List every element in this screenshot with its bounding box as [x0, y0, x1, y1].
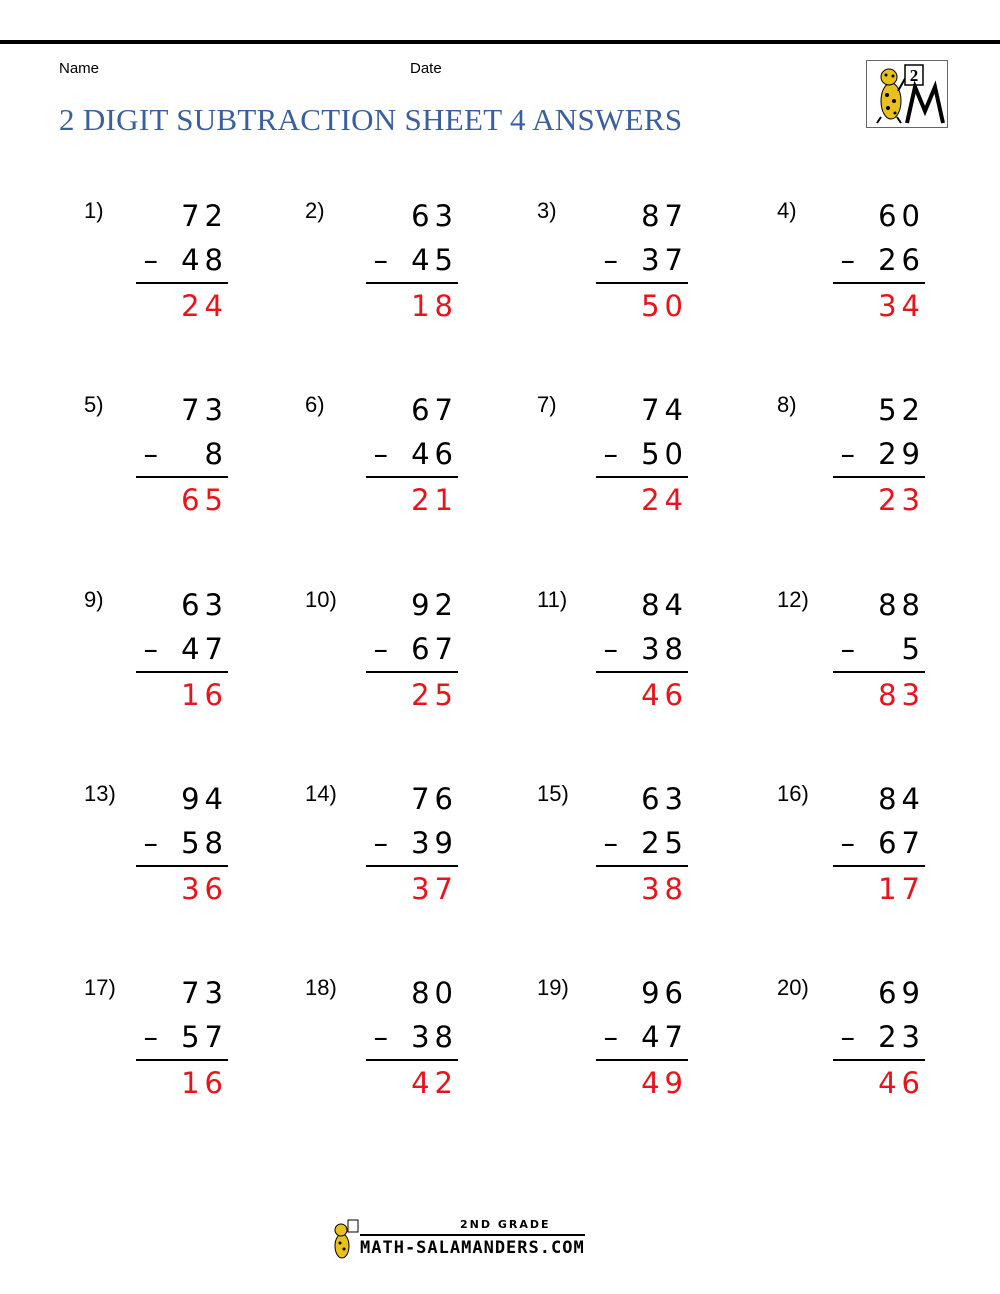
subtrahend: 50 — [641, 437, 688, 471]
minus-sign: – — [143, 1020, 158, 1054]
minuend: 94 — [181, 782, 228, 816]
subtrahend: 47 — [181, 632, 228, 666]
problem-number: 6) — [305, 392, 325, 417]
answer: 65 — [181, 483, 228, 517]
salamander-logo — [866, 60, 948, 128]
minuend: 96 — [641, 976, 688, 1010]
answer-line — [596, 865, 688, 867]
subtrahend: 26 — [878, 243, 925, 277]
minuend: 84 — [878, 782, 925, 816]
problem-number: 11) — [537, 587, 568, 612]
subtrahend: 23 — [878, 1020, 925, 1054]
subtrahend: 48 — [181, 243, 228, 277]
subtrahend: 67 — [411, 632, 458, 666]
subtraction-problem — [537, 392, 688, 542]
subtraction-problem — [84, 587, 228, 737]
subtraction-problem — [305, 975, 458, 1125]
minuend: 84 — [641, 588, 688, 622]
subtrahend: 38 — [641, 632, 688, 666]
minus-sign: – — [143, 243, 158, 277]
footer-site: MATH-SALAMANDERS.COM — [360, 1234, 585, 1258]
answer: 50 — [641, 289, 688, 323]
minus-sign: – — [143, 437, 158, 471]
top-rule — [0, 40, 1000, 44]
answer-line — [596, 476, 688, 478]
answer: 24 — [641, 483, 688, 517]
minus-sign: – — [603, 437, 618, 471]
problem-number: 1) — [84, 198, 104, 223]
problem-number: 16) — [777, 781, 809, 806]
problem-number: 17) — [84, 975, 116, 1000]
subtraction-problem — [84, 975, 228, 1125]
subtraction-problem — [305, 587, 458, 737]
answer: 16 — [181, 678, 228, 712]
answer: 36 — [181, 872, 228, 906]
answer-line — [596, 671, 688, 673]
minus-sign: – — [143, 632, 158, 666]
subtrahend: 57 — [181, 1020, 228, 1054]
minuend: 72 — [181, 199, 228, 233]
subtraction-problem — [84, 781, 228, 931]
minuend: 69 — [878, 976, 925, 1010]
answer: 24 — [181, 289, 228, 323]
minuend: 52 — [878, 393, 925, 427]
answer-line — [136, 476, 228, 478]
subtraction-problem — [537, 198, 688, 348]
subtrahend: 45 — [411, 243, 458, 277]
problem-number: 9) — [84, 587, 104, 612]
minuend: 88 — [878, 588, 925, 622]
problem-number: 3) — [537, 198, 557, 223]
subtraction-problem — [777, 198, 925, 348]
answer: 21 — [411, 483, 458, 517]
answer-line — [366, 865, 458, 867]
answer-line — [596, 1059, 688, 1061]
minus-sign: – — [143, 826, 158, 860]
salamander-icon — [330, 1218, 360, 1262]
minuend: 63 — [181, 588, 228, 622]
minuend: 63 — [411, 199, 458, 233]
minus-sign: – — [840, 243, 855, 277]
answer-line — [833, 282, 925, 284]
subtrahend: 8 — [204, 437, 228, 471]
answer: 46 — [878, 1066, 925, 1100]
minus-sign: – — [840, 826, 855, 860]
answer-line — [136, 671, 228, 673]
subtraction-problem — [305, 392, 458, 542]
answer: 25 — [411, 678, 458, 712]
minus-sign: – — [840, 1020, 855, 1054]
minus-sign: – — [373, 437, 388, 471]
minuend: 73 — [181, 393, 228, 427]
answer-line — [833, 1059, 925, 1061]
minuend: 74 — [641, 393, 688, 427]
subtraction-problem — [305, 198, 458, 348]
problem-number: 20) — [777, 975, 809, 1000]
minuend: 87 — [641, 199, 688, 233]
problem-number: 4) — [777, 198, 797, 223]
minus-sign: – — [373, 826, 388, 860]
subtraction-problem — [777, 587, 925, 737]
answer-line — [366, 671, 458, 673]
minuend: 92 — [411, 588, 458, 622]
minus-sign: – — [373, 1020, 388, 1054]
footer-grade: 2ND GRADE — [460, 1218, 551, 1231]
minus-sign: – — [373, 243, 388, 277]
answer-line — [136, 282, 228, 284]
problem-number: 14) — [305, 781, 337, 806]
answer-line — [833, 476, 925, 478]
answer-line — [366, 282, 458, 284]
minus-sign: – — [603, 1020, 618, 1054]
answer: 34 — [878, 289, 925, 323]
subtrahend: 37 — [641, 243, 688, 277]
answer: 37 — [411, 872, 458, 906]
subtraction-problem — [537, 587, 688, 737]
answer: 23 — [878, 483, 925, 517]
answer: 18 — [411, 289, 458, 323]
subtrahend: 67 — [878, 826, 925, 860]
logo-digit: 2 — [909, 66, 919, 85]
minus-sign: – — [840, 437, 855, 471]
answer: 42 — [411, 1066, 458, 1100]
name-label: Name — [59, 60, 100, 77]
answer-line — [136, 865, 228, 867]
answer: 38 — [641, 872, 688, 906]
subtrahend: 38 — [411, 1020, 458, 1054]
answer: 16 — [181, 1066, 228, 1100]
answer: 49 — [641, 1066, 688, 1100]
problem-number: 10) — [305, 587, 337, 612]
problem-number: 18) — [305, 975, 337, 1000]
minus-sign: – — [603, 632, 618, 666]
subtraction-problem — [777, 781, 925, 931]
subtrahend: 46 — [411, 437, 458, 471]
problem-number: 19) — [537, 975, 569, 1000]
subtrahend: 39 — [411, 826, 458, 860]
subtraction-problem — [537, 781, 688, 931]
subtraction-problem — [777, 392, 925, 542]
answer: 83 — [878, 678, 925, 712]
date-label: Date — [410, 60, 442, 77]
minuend: 76 — [411, 782, 458, 816]
minus-sign: – — [603, 826, 618, 860]
subtraction-problem — [305, 781, 458, 931]
minus-sign: – — [603, 243, 618, 277]
answer: 17 — [878, 872, 925, 906]
footer-logo — [330, 1218, 622, 1262]
subtraction-problem — [537, 975, 688, 1125]
subtrahend: 47 — [641, 1020, 688, 1054]
minuend: 67 — [411, 393, 458, 427]
answer-line — [366, 1059, 458, 1061]
answer-line — [596, 282, 688, 284]
answer-line — [833, 671, 925, 673]
minuend: 60 — [878, 199, 925, 233]
problem-number: 2) — [305, 198, 325, 223]
problem-number: 8) — [777, 392, 797, 417]
answer: 46 — [641, 678, 688, 712]
subtrahend: 5 — [901, 632, 925, 666]
answer-line — [366, 476, 458, 478]
subtraction-problem — [84, 198, 228, 348]
minuend: 80 — [411, 976, 458, 1010]
minus-sign: – — [373, 632, 388, 666]
problem-number: 7) — [537, 392, 557, 417]
problem-number: 5) — [84, 392, 104, 417]
minus-sign: – — [840, 632, 855, 666]
problem-number: 15) — [537, 781, 569, 806]
subtraction-problem — [777, 975, 925, 1125]
answer-line — [833, 865, 925, 867]
minuend: 73 — [181, 976, 228, 1010]
subtrahend: 58 — [181, 826, 228, 860]
page-title: 2 DIGIT SUBTRACTION SHEET 4 ANSWERS — [59, 102, 683, 137]
answer-line — [136, 1059, 228, 1061]
minuend: 63 — [641, 782, 688, 816]
subtrahend: 29 — [878, 437, 925, 471]
problem-number: 13) — [84, 781, 116, 806]
subtraction-problem — [84, 392, 228, 542]
subtrahend: 25 — [641, 826, 688, 860]
problem-number: 12) — [777, 587, 809, 612]
